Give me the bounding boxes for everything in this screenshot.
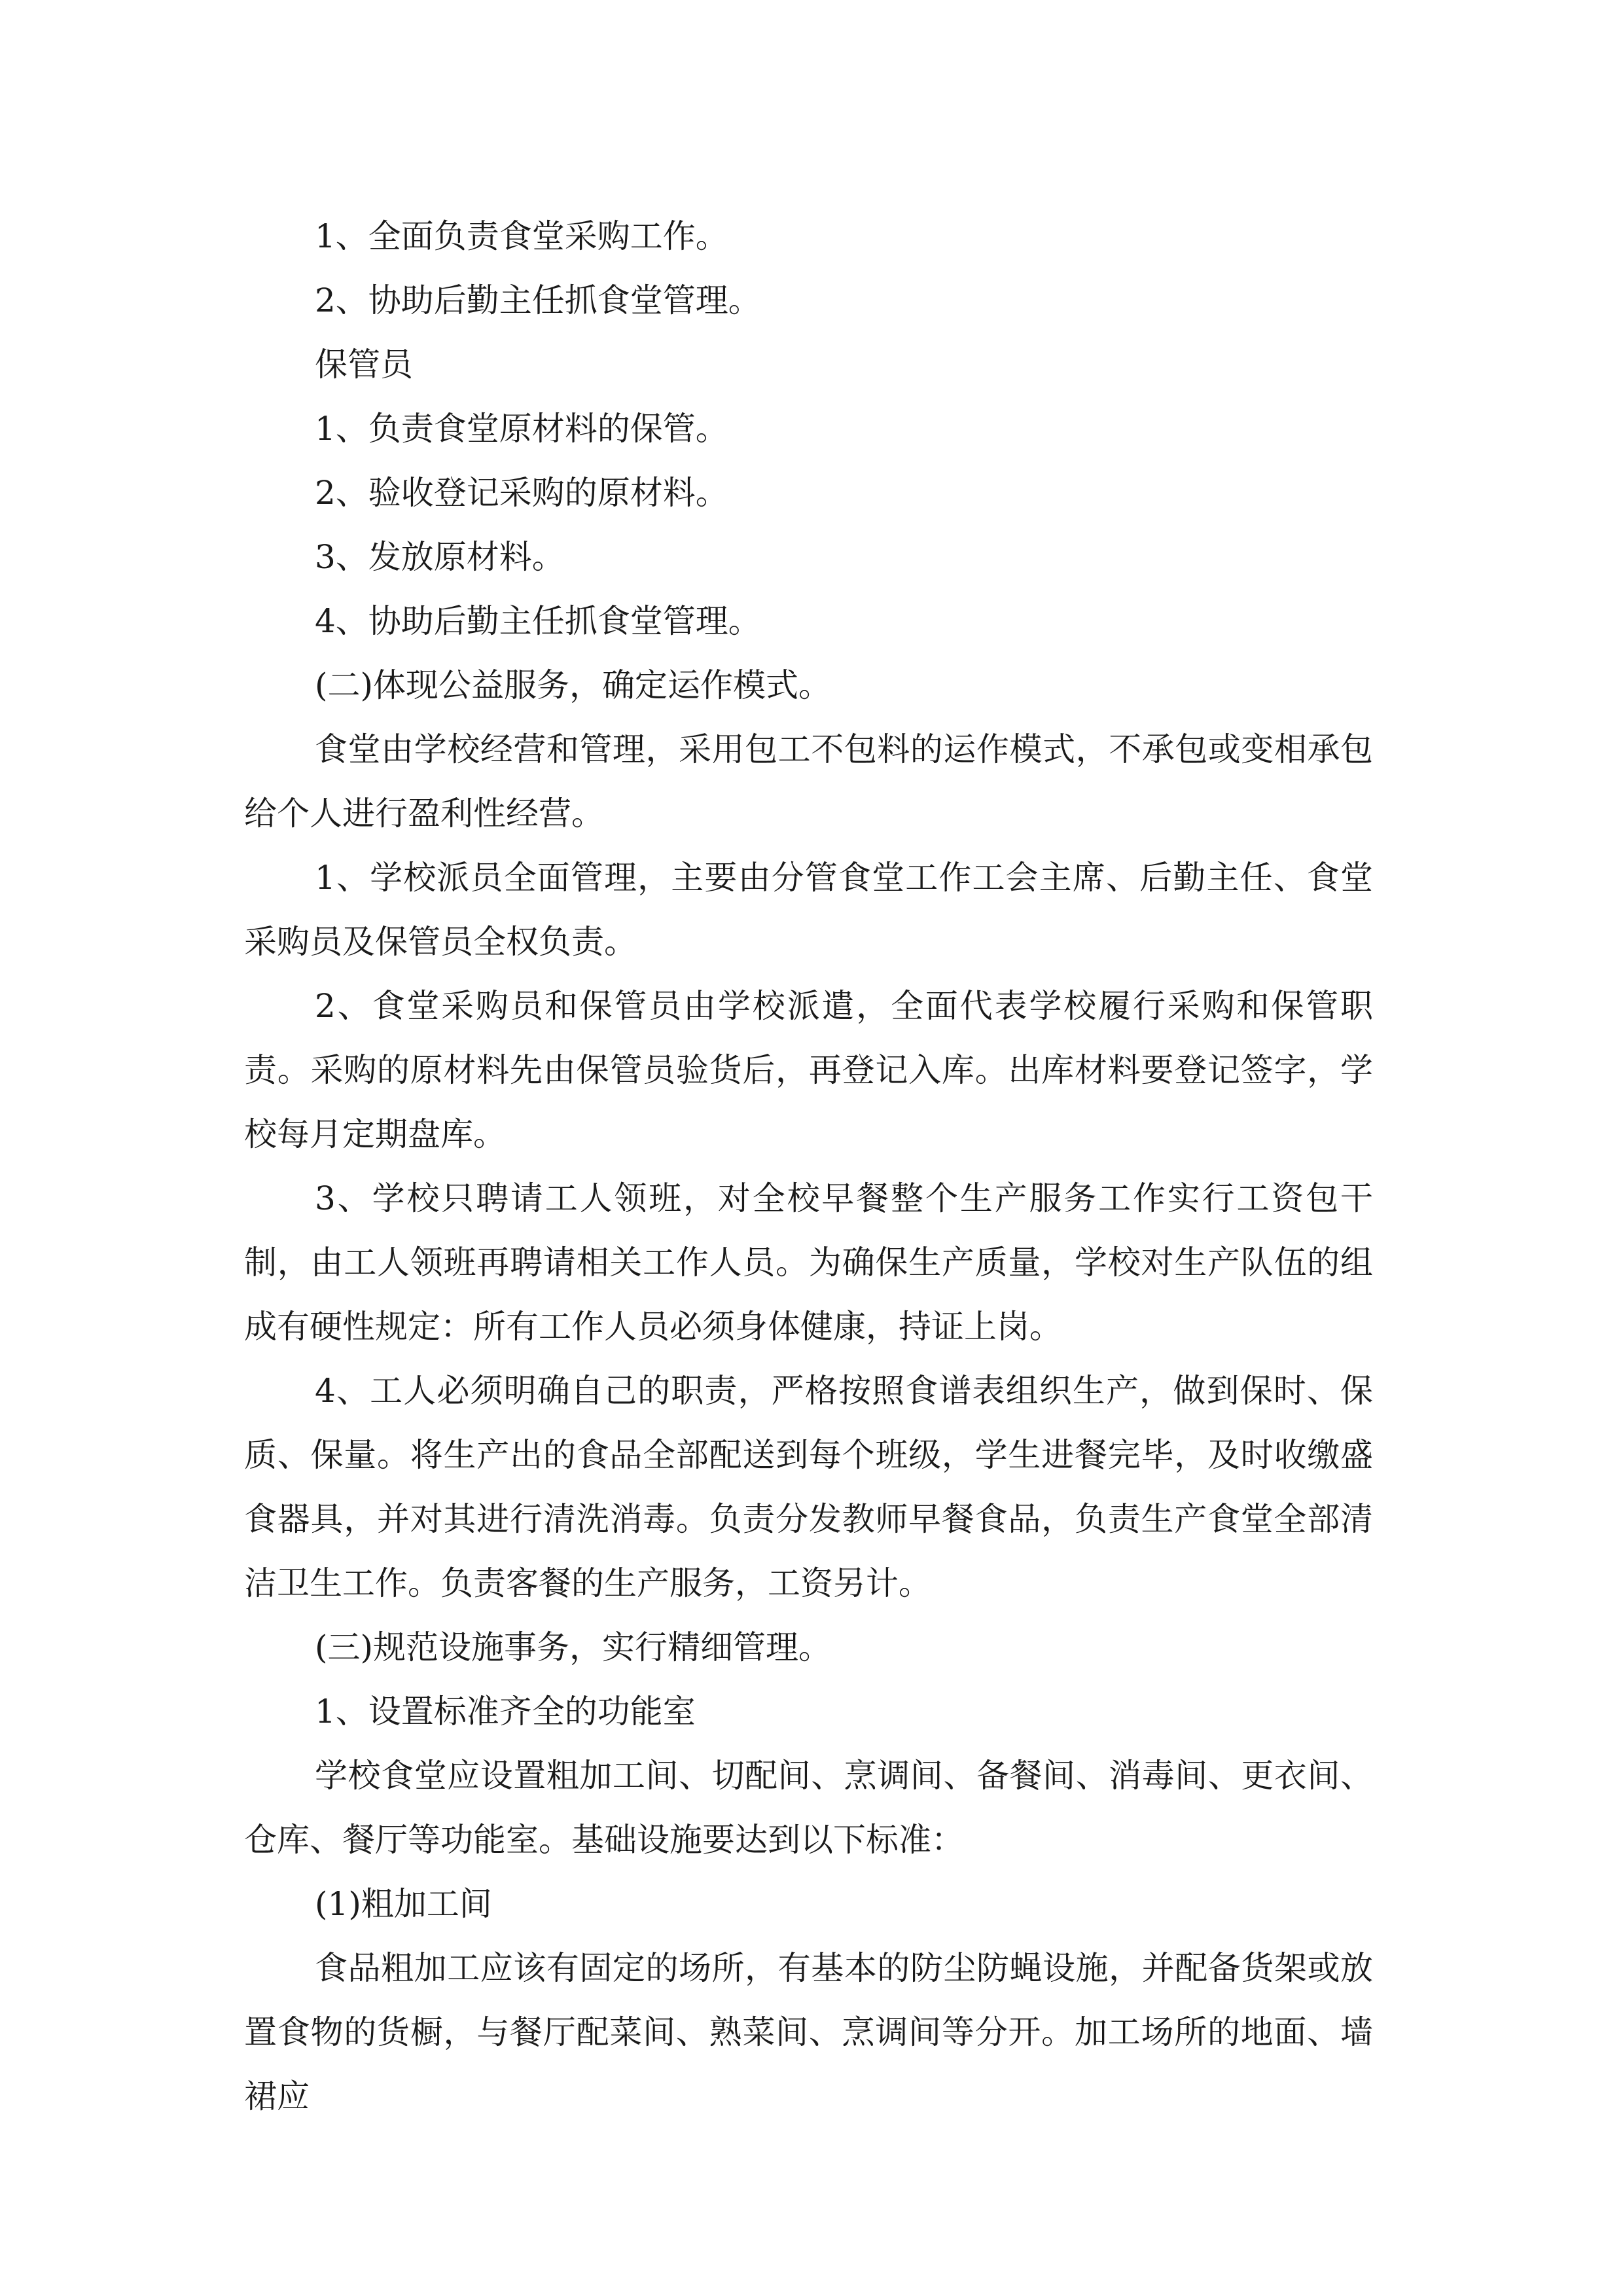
paragraph-operation-2: 2、食堂采购员和保管员由学校派遣，全面代表学校履行采购和保管职责。采购的原材料先由保管员验货后，再登记入库。出库材料要登记签字，学校每月定期盘库。: [244, 987, 1373, 1153]
paragraph-operation-4: 4、工人必须明确自己的职责，严格按照食谱表组织生产，做到保时、保质、保量。将生产出的食品全部配送到每个班级，学生进餐完毕，及时收缴盛食器具，并对其进行清洗消毒。负责分发教师早餐食品，负责生产食堂全部清洁卫生工作。负责客餐的生产服务，工资另计。: [244, 1372, 1373, 1602]
paragraph-keeper-duty-2: 2、验收登记采购的原材料。: [315, 474, 728, 512]
section-heading-3: (三)规范设施事务，实行精细管理。: [315, 1628, 832, 1666]
paragraph-rough-processing: 食品粗加工应该有固定的场所，有基本的防尘防蝇设施，并配备货架或放置食物的货橱，与餐厅配菜间、熟菜间、烹调间等分开。加工场所的地面、墙裙应: [244, 1949, 1373, 2115]
subheading-rough-processing: (1)粗加工间: [315, 1885, 492, 1923]
paragraph-operation-3: 3、学校只聘请工人领班，对全校早餐整个生产服务工作实行工资包干制，由工人领班再聘请相关工作人员。为确保生产质量，学校对生产队伍的组成有硬性规定：所有工作人员必须身体健康，持证上岗。: [244, 1179, 1373, 1346]
paragraph-keeper-duty-1: 1、负责食堂原材料的保管。: [315, 410, 728, 448]
paragraph-facility-rooms: 学校食堂应设置粗加工间、切配间、烹调间、备餐间、消毒间、更衣间、仓库、餐厅等功能室。基础设施要达到以下标准：: [244, 1757, 1373, 1859]
paragraph-keeper-duty-4: 4、协助后勤主任抓食堂管理。: [315, 602, 761, 640]
section-heading-2: (二)体现公益服务，确定运作模式。: [315, 666, 832, 704]
paragraph-facility-1: 1、设置标准齐全的功能室: [315, 1693, 696, 1731]
paragraph-keeper-duty-3: 3、发放原材料。: [315, 538, 565, 576]
paragraph-duty-1: 1、全面负责食堂采购工作。: [315, 217, 728, 255]
paragraph-operation-model: 食堂由学校经营和管理，采用包工不包料的运作模式，不承包或变相承包给个人进行盈利性经营。: [244, 730, 1373, 833]
paragraph-duty-2: 2、协助后勤主任抓食堂管理。: [315, 281, 761, 319]
document-body: [244, 204, 1373, 2128]
paragraph-role-keeper: 保管员: [315, 346, 413, 384]
paragraph-operation-1: 1、学校派员全面管理，主要由分管食堂工作工会主席、后勤主任、食堂采购员及保管员全权负责。: [244, 859, 1373, 961]
